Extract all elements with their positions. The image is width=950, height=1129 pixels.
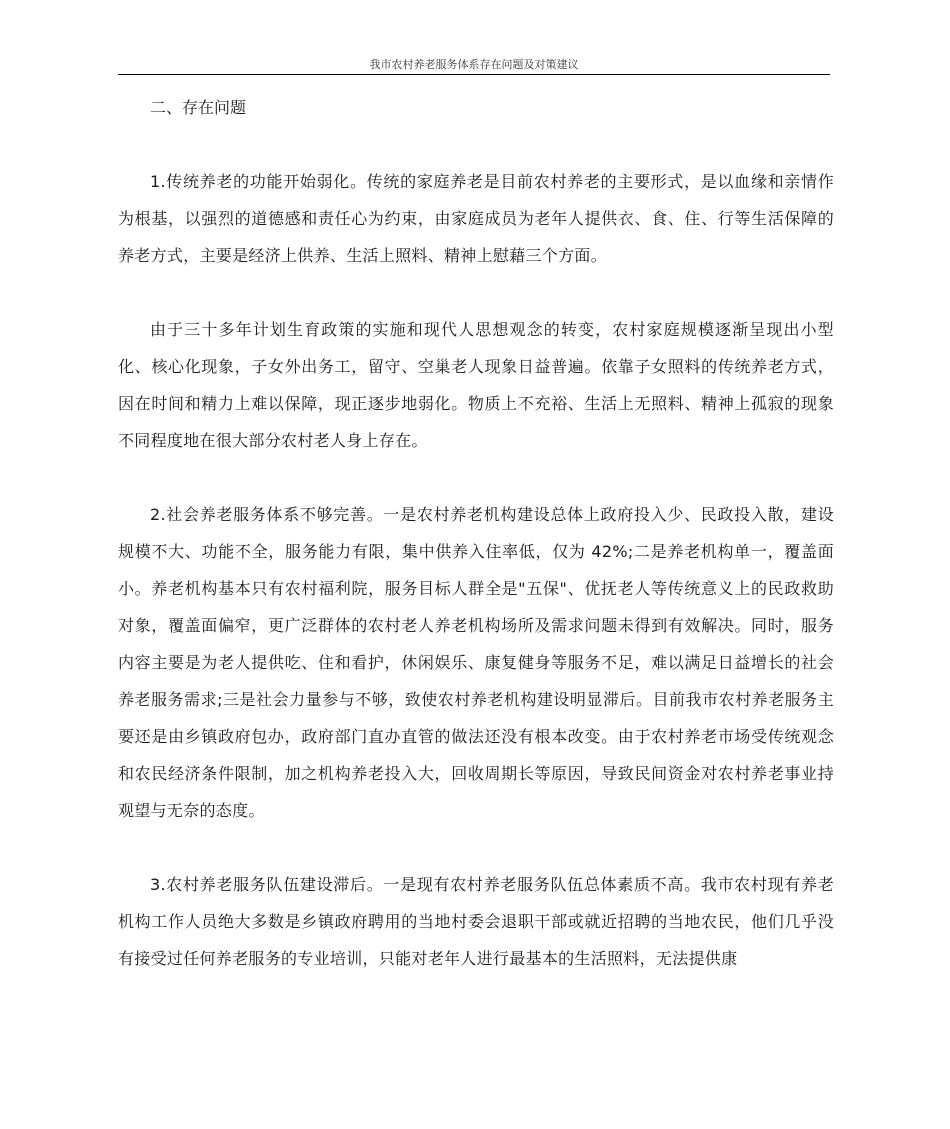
paragraph-spacer [118,274,834,311]
paragraph-spacer [118,459,834,496]
paragraph-service-team: 3.农村养老服务队伍建设滞后。一是现有农村养老服务队伍总体素质不高。我市农村现有养老机构工作人员绝大多数是乡镇政府聘用的当地村委会退职干部或就近招聘的当地农民，他们几乎没有接受过任何养老服务的专业培训，只能对老年人进行最基本的生活照料，无法提供康 [118,875,834,968]
paragraph-social-service-system: 2.社会养老服务体系不够完善。一是农村养老机构建设总体上政府投入少、民政投入散，建设规模不大、功能不全，服务能力有限，集中供养入住率低，仅为 42%;二是养老机构单一，覆盖面小。养老机构基本只有农村福利院，服务目标人群全是"五保"、优抚老人等传统意义上的民政救助对象，覆盖面偏窄，更广泛群体的农村老人养老机构场所及需求问题未得到有效解决。同时，服务内容主要是为老人提供吃、住和看护，休闲娱乐、康复健身等服务不足，难以满足日益增长的社会养老服务需求;三是社会力量参与不够，致使农村养老机构建设明显滞后。目前我市农村养老服务主要还是由乡镇政府包办，政府部门直办直管的做法还没有根本改变。由于农村养老市场受传统观念和农民经济条件限制，加之机构养老投入大，回收周期长等原因，导致民间资金对农村养老事业持观望与无奈的态度。 [118,505,834,820]
section-heading: 二、存在问题 [150,98,247,117]
paragraph-spacer [118,126,834,163]
paragraph-family-planning: 由于三十多年计划生育政策的实施和现代人思想观念的转变，农村家庭规模逐渐呈现出小型化、核心化现象，子女外出务工，留守、空巢老人现象日益普遍。依靠子女照料的传统养老方式，因在时间和精力上难以保障，现正逐步地弱化。物质上不充裕、生活上无照料、精神上孤寂的现象不同程度地在很大部分农村老人身上存在。 [118,320,834,450]
paragraph-traditional-pension: 1.传统养老的功能开始弱化。传统的家庭养老是目前农村养老的主要形式，是以血缘和亲情作为根基，以强烈的道德感和责任心为约束，由家庭成员为老年人提供衣、食、住、行等生活保障的养老方式，主要是经济上供养、生活上照料、精神上慰藉三个方面。 [118,172,834,265]
paragraph-spacer [118,829,834,866]
document-body [118,89,834,977]
page-header: 我市农村养老服务体系存在问题及对策建议 [118,58,830,75]
